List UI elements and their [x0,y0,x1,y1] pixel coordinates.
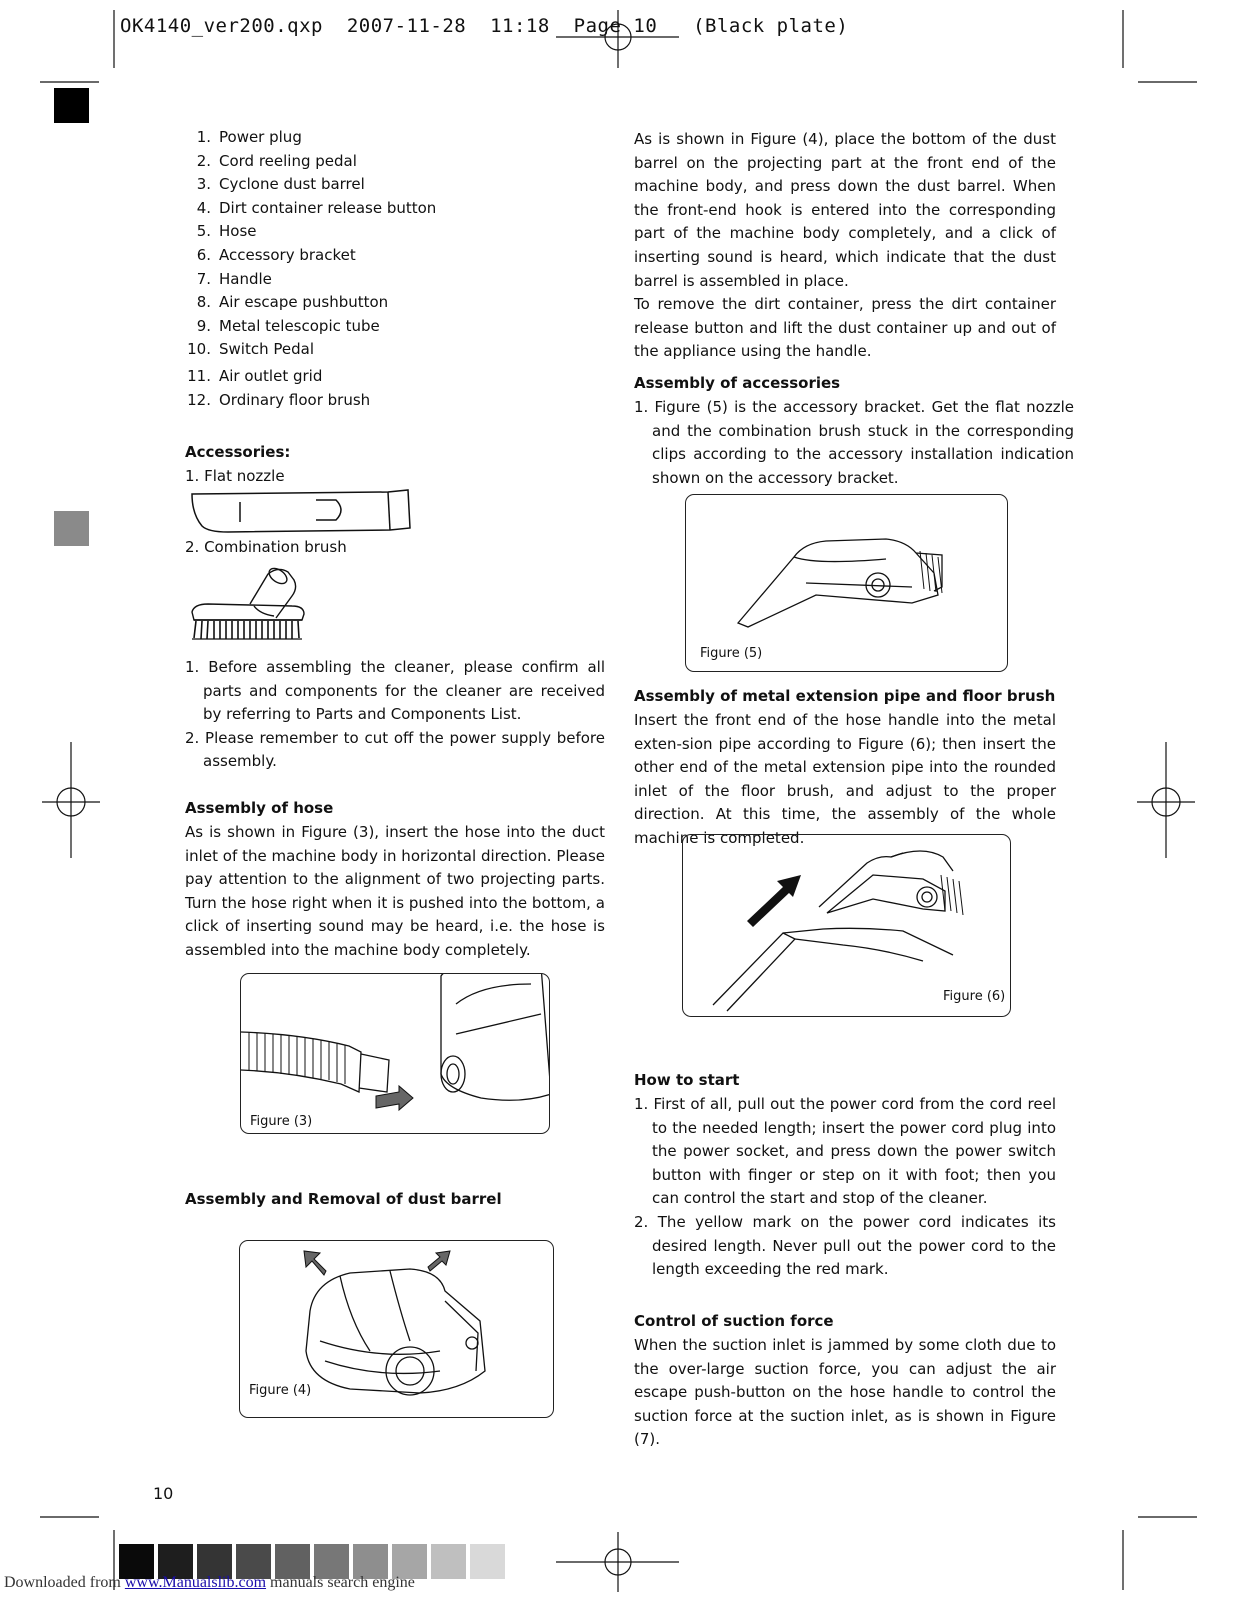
accessories-heading: Accessories: [185,443,291,461]
assembly-pipe-text: Insert the front end of the hose handle into the metal exten-sion pipe according to Figure (6); then insert the other end of the metal extension pipe into the rounded inlet of the floor brush, and adjust to the proper direction. At this time, the assembly of the whole machine is completed. [634,711,1056,847]
page-number: 10 [153,1484,174,1503]
assembly-hose-heading: Assembly of hose [185,799,334,817]
dust-barrel-paragraph: As is shown in Figure (4), place the bottom of the dust barrel on the projecting part at the front end of the machine body, and press down the dust barrel. When the front-end hook is entered into the corresponding part of the machine body completely, and a click of inserting sound is heard, which indicate that the dust barrel is assembled in place. [634,130,1056,290]
start-step: 2. The yellow mark on the power cord indicates its desired length. Never pull out the power cord to the length exceeding the red mark. [634,1212,1056,1279]
start-step: 1. First of all, pull out the power cord from the cord reel to the needed length; insert the power cord plug into the power socket, and press down the power switch button with finger or step on it with foot; then you can control the start and stop of the cleaner. [634,1095,1056,1208]
list-item: 6. Accessory bracket [196,245,356,264]
combination-brush-illustration [188,566,310,650]
how-to-start-heading: How to start [634,1071,740,1089]
assembly-pipe-heading: Assembly of metal extension pipe and floor brush [634,687,1056,705]
figure-6-caption: Figure (6) [943,989,1006,1004]
list-item: 3. Cyclone dust barrel [196,175,365,194]
gray-swatch [431,1544,466,1579]
assembly-accessories-heading: Assembly of accessories [634,374,841,392]
list-item: 1. Power plug [196,128,302,146]
list-item: 4. Dirt container release button [196,198,437,217]
hose-insertion-illustration [241,974,549,1133]
parts-list [185,126,445,412]
assembly-notes [185,656,605,774]
suction-heading: Control of suction force [634,1312,834,1330]
footer-prefix: Downloaded from [4,1574,125,1591]
dust-barrel-text [634,128,1056,364]
dirt-container-paragraph: To remove the dirt container, press the dirt container release button and lift the dust container up and out of the appliance using the handle. [634,295,1056,361]
assembly-accessories-item: 1. Figure (5) is the accessory bracket. Get the flat nozzle and the combination brush stuck in the corresponding clips according to the accessory installation indication shown on the accessory bracket. [634,398,1074,487]
list-item: 11. Air outlet grid [187,366,323,385]
assembly-hose-text: As is shown in Figure (3), insert the hose into the duct inlet of the machine body in horizontal direction. Please pay attention to the alignment of two projecting parts. Turn the hose right when it is pushed into the bottom, a click of inserting sound may be heard, i.e. the hose is assembled into the machine body completely. [185,823,605,959]
list-item: 10. Switch Pedal [187,340,314,359]
footer-suffix: manuals search engine [266,1574,415,1591]
accessory-item-flat-nozzle: 1. Flat nozzle [185,467,285,485]
download-footer [4,1574,415,1592]
dust-barrel-heading: Assembly and Removal of dust barrel [185,1190,502,1208]
flat-nozzle-illustration [188,488,414,538]
how-to-start-list [634,1093,1056,1282]
figure-5-caption: Figure (5) [700,646,763,661]
manualslib-link[interactable]: www.Manualslib.com [124,1574,267,1591]
figure-3-caption: Figure (3) [250,1114,313,1129]
note-item: 1. Before assembling the cleaner, please confirm all parts and components for the cleaner are received by referring to Parts and Components List. [185,658,605,724]
printer-slug-line: OK4140_ver200.qxp 2007-11-28 11:18 Page 10 (Black plate) [120,15,849,37]
accessory-bracket-illustration [686,495,1007,671]
suction-text: When the suction inlet is jammed by some cloth due to the over-large suction force, you can adjust the air escape push-button on the hose handle to control the suction force at the suction inlet, as is shown in Figure (7). [634,1336,1056,1449]
list-item: 9. Metal telescopic tube [196,316,380,335]
figure-3-box [240,973,550,1134]
list-item: 5. Hose [196,222,257,241]
accessory-item-combination-brush: 2. Combination brush [185,538,347,556]
gray-swatch [470,1544,505,1579]
list-item: 7. Handle [196,269,272,288]
list-item: 8. Air escape pushbutton [196,293,389,312]
note-item: 2. Please remember to cut off the power supply before assembly. [185,728,605,771]
list-item: 2. Cord reeling pedal [196,151,357,170]
figure-4-caption: Figure (4) [249,1383,312,1398]
list-item: 12. Ordinary floor brush [187,390,371,409]
black-tab-marker [54,88,89,123]
gray-tab-marker [54,511,89,546]
